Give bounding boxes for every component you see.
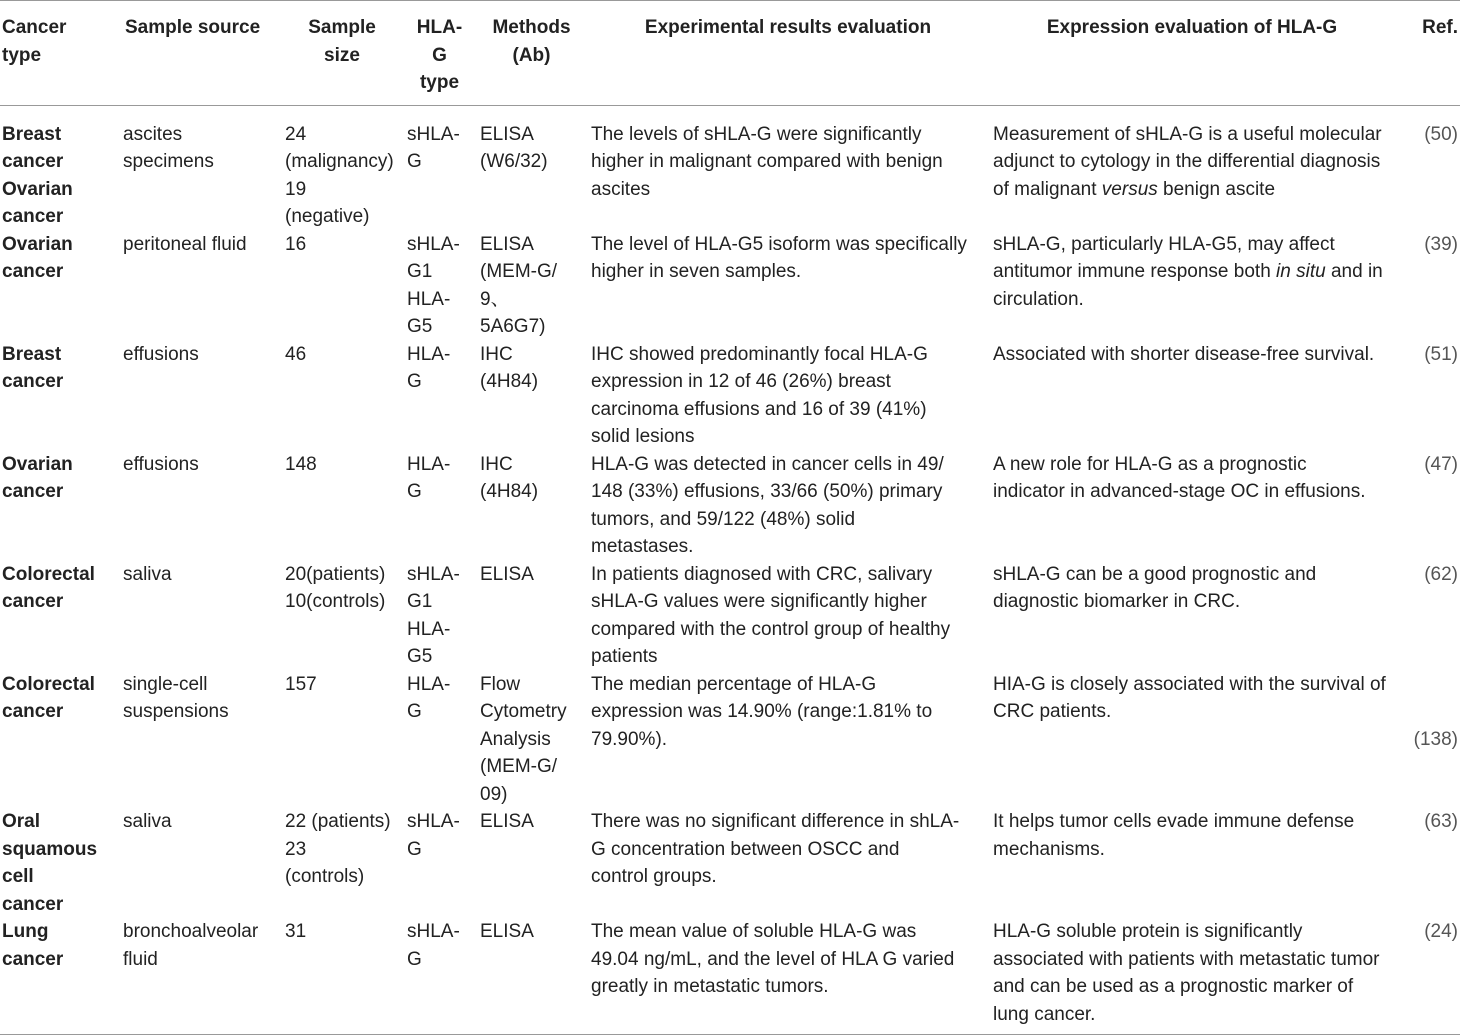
- sample-source-cell: bronchoalveolar fluid: [123, 921, 259, 970]
- expression-cell: A new role for HLA-G as a prognostic indicator in advanced-stage OC in effusions.: [993, 453, 1366, 502]
- results-cell: IHC showed predominantly focal HLA-G expression in 12 of 46 (26%) breast carcinoma effusions and 16 of 39 (41%) solid lesions: [591, 343, 928, 447]
- hla-type-cell: HLA- G: [407, 453, 451, 502]
- cancer-type-cell: Breast cancer: [2, 343, 64, 392]
- expression-cell: It helps tumor cells evade immune defense mechanisms.: [993, 811, 1355, 860]
- sample-source-cell: effusions: [123, 453, 199, 475]
- hla-type-cell: HLA- G: [407, 343, 451, 392]
- ref-cell: [1395, 451, 1460, 561]
- results-cell: The level of HLA-G5 isoform was specifically higher in seven samples.: [591, 233, 967, 282]
- ref-cell: [1395, 341, 1460, 451]
- ref-link[interactable]: (62): [1424, 563, 1458, 585]
- method-cell: ELISA (W6/32): [480, 123, 548, 172]
- hla-type-cell: sHLA- G: [407, 811, 460, 860]
- results-cell: The median percentage of HLA-G expression was 14.90% (range:1.81% to 79.90%).: [591, 673, 933, 750]
- sample-size-cell: 46: [285, 343, 307, 365]
- header-methods: Methods (Ab): [492, 17, 571, 66]
- hla-type-cell: HLA- G: [407, 673, 451, 722]
- cancer-type-cell: Colorectal cancer: [2, 673, 95, 722]
- ref-link[interactable]: (39): [1424, 233, 1458, 255]
- table-row: [0, 808, 1460, 918]
- ref-link[interactable]: (51): [1424, 343, 1458, 365]
- hla-type-cell: sHLA- G1 HLA- G5: [407, 563, 460, 667]
- ref-link[interactable]: (47): [1424, 453, 1458, 475]
- table-row: [0, 451, 1460, 561]
- header-hla-g-type: HLA- G type: [416, 17, 463, 93]
- method-cell: IHC (4H84): [480, 343, 539, 392]
- expression-cell: sHLA-G, particularly HLA-G5, may affect antitumor immune response both in situ and in circulation.: [993, 233, 1383, 310]
- results-cell: The mean value of soluble HLA-G was 49.04 ng/mL, and the level of HLA G varied greatly in metastatic tumors.: [591, 921, 955, 997]
- ref-link[interactable]: (50): [1424, 123, 1458, 145]
- sample-size-cell: 157: [285, 673, 317, 695]
- sample-size-cell: 22 (patients) 23 (controls): [285, 811, 391, 887]
- expression-cell: HIA-G is closely associated with the survival of CRC patients.: [993, 673, 1386, 722]
- table-body: [0, 105, 1460, 1035]
- table-row: [0, 561, 1460, 671]
- cancer-type-cell: Ovarian cancer: [2, 453, 73, 502]
- table-row: [0, 105, 1460, 231]
- cancer-type-cell: Lung cancer: [2, 921, 64, 970]
- header-ref: Ref.: [1422, 17, 1458, 38]
- expression-cell: HLA-G soluble protein is significantly associated with patients with metastatic tumor and can be used as a prognostic marker of lung cancer.: [993, 921, 1380, 1025]
- header-sample-source: Sample source: [125, 17, 261, 38]
- sample-size-cell: 24 (malignancy) 19 (negative): [285, 123, 394, 227]
- sample-size-cell: 20(patients) 10(controls): [285, 563, 386, 612]
- ref-link[interactable]: (24): [1424, 921, 1458, 942]
- sample-size-cell: 148: [285, 453, 317, 475]
- sample-source-cell: ascites specimens: [123, 123, 214, 172]
- hla-type-cell: sHLA- G: [407, 921, 460, 970]
- cancer-type-cell: Breast cancer Ovarian cancer: [2, 123, 73, 227]
- ref-cell: [1395, 231, 1460, 341]
- cancer-type-cell: Ovarian cancer: [2, 233, 73, 282]
- table-row: [0, 671, 1460, 809]
- sample-source-cell: saliva: [123, 811, 172, 832]
- method-cell: Flow Cytometry Analysis (MEM-G/ 09): [480, 673, 567, 805]
- hla-type-cell: sHLA- G1 HLA- G5: [407, 233, 460, 337]
- cancer-type-cell: Colorectal cancer: [2, 563, 95, 612]
- expression-cell: Associated with shorter disease-free survival.: [993, 343, 1375, 365]
- expression-cell: Measurement of sHLA-G is a useful molecular adjunct to cytology in the differential diagnosis of malignant versus benign ascite: [993, 123, 1382, 200]
- ref-cell: [1395, 671, 1460, 809]
- sample-source-cell: effusions: [123, 343, 199, 365]
- header-sample-size: Sample size: [308, 17, 376, 66]
- method-cell: ELISA: [480, 811, 534, 832]
- method-cell: ELISA: [480, 921, 534, 942]
- table-row: [0, 231, 1460, 341]
- method-cell: IHC (4H84): [480, 453, 539, 502]
- ref-cell: [1395, 105, 1460, 231]
- ref-cell: [1395, 561, 1460, 671]
- results-cell: HLA-G was detected in cancer cells in 49/ 148 (33%) effusions, 33/66 (50%) primary tumors, and 59/122 (48%) solid metastases.: [591, 453, 944, 557]
- table-row: [0, 341, 1460, 451]
- method-cell: ELISA (MEM-G/ 9、 5A6G7): [480, 233, 558, 337]
- header-results: Experimental results evaluation: [644, 17, 932, 38]
- table-header: [0, 1, 1460, 106]
- hla-type-cell: sHLA- G: [407, 123, 460, 172]
- sample-source-cell: peritoneal fluid: [123, 233, 247, 255]
- results-cell: In patients diagnosed with CRC, salivary sHLA-G values were significantly higher compared with the control group of healthy patients: [591, 563, 951, 667]
- results-cell: The levels of sHLA-G were significantly higher in malignant compared with benign ascites: [591, 123, 943, 200]
- header-expression: Expression evaluation of HLA-G: [1046, 17, 1338, 38]
- ref-link[interactable]: (138): [1413, 728, 1458, 750]
- ref-cell: [1395, 918, 1460, 1035]
- sample-source-cell: single-cell suspensions: [123, 673, 229, 722]
- ref-cell: [1395, 808, 1460, 918]
- ref-link[interactable]: (63): [1424, 811, 1458, 832]
- expression-cell: sHLA-G can be a good prognostic and diagnostic biomarker in CRC.: [993, 563, 1317, 612]
- method-cell: ELISA: [480, 563, 534, 585]
- cancer-type-cell: Oral squamous cell cancer: [2, 811, 98, 915]
- sample-size-cell: 16: [285, 233, 307, 255]
- sample-source-cell: saliva: [123, 563, 172, 585]
- results-cell: There was no significant difference in shLA- G concentration between OSCC and control groups.: [591, 811, 960, 887]
- table-row: [0, 918, 1460, 1035]
- header-cancer-type: Cancer type: [2, 17, 67, 66]
- sample-size-cell: 31: [285, 921, 307, 942]
